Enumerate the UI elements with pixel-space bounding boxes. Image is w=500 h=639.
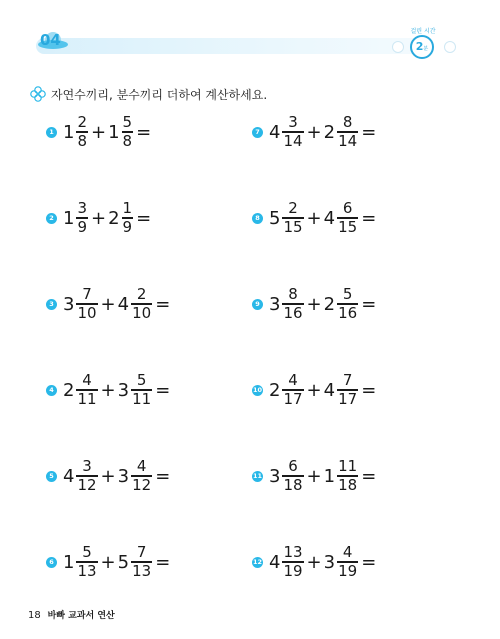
- timer-value: 2: [415, 40, 424, 53]
- denominator: 8: [122, 131, 133, 150]
- equals-sign: =: [155, 551, 171, 573]
- footer: [28, 608, 115, 621]
- denominator: 17: [283, 389, 303, 408]
- clover-icon: [30, 86, 46, 102]
- numerator: 6: [342, 199, 353, 218]
- numerator: 1: [122, 199, 133, 218]
- fraction: [282, 544, 303, 579]
- equals-sign: =: [361, 379, 377, 401]
- whole-number: 1: [108, 121, 120, 143]
- numerator: 4: [288, 371, 298, 390]
- denominator: 11: [77, 389, 97, 408]
- numerator: 5: [342, 285, 353, 304]
- denominator: 16: [338, 303, 358, 322]
- denominator: 10: [132, 303, 152, 322]
- problem-number-badge: 9: [252, 299, 263, 310]
- problem-number-badge: 5: [46, 471, 57, 482]
- equals-sign: =: [361, 551, 377, 573]
- numerator: 7: [342, 371, 353, 390]
- whole-number: 3: [269, 293, 281, 315]
- equals-sign: =: [155, 465, 171, 487]
- denominator: 12: [77, 475, 97, 494]
- equals-sign: =: [361, 293, 377, 315]
- problem-number-badge: 4: [46, 385, 57, 396]
- problem-9: [252, 284, 376, 324]
- plus-sign: +: [306, 465, 322, 487]
- whole-number: 4: [323, 379, 336, 401]
- problem-4: [46, 370, 170, 410]
- problem-number-badge: 10: [252, 386, 263, 394]
- fraction: [337, 114, 358, 149]
- whole-number: 4: [63, 465, 75, 487]
- denominator: 11: [132, 389, 152, 408]
- fraction: [337, 286, 358, 321]
- fraction: [76, 286, 97, 321]
- problem-number-badge: 12: [252, 558, 263, 566]
- whole-number: 2: [108, 207, 120, 229]
- denominator: 15: [338, 217, 358, 236]
- numerator: 2: [136, 285, 147, 304]
- whole-number: 4: [269, 551, 281, 573]
- fraction: [76, 372, 97, 407]
- numerator: 4: [342, 543, 353, 562]
- denominator: 9: [77, 217, 87, 236]
- numerator: 7: [82, 285, 92, 304]
- whole-number: 1: [323, 465, 336, 487]
- denominator: 9: [122, 217, 133, 236]
- numerator: 5: [136, 371, 147, 390]
- whole-number: 1: [63, 207, 75, 229]
- plus-sign: +: [100, 465, 116, 487]
- whole-number: 2: [323, 293, 336, 315]
- numerator: 4: [136, 457, 147, 476]
- plus-sign: +: [306, 551, 322, 573]
- whole-number: 1: [63, 551, 75, 573]
- whole-number: 3: [323, 551, 336, 573]
- numerator: 5: [122, 113, 133, 132]
- equals-sign: =: [136, 207, 152, 229]
- fraction: [337, 544, 358, 579]
- whole-number: 5: [269, 207, 281, 229]
- equals-sign: =: [155, 293, 171, 315]
- numerator: 11: [338, 457, 358, 476]
- problem-number-badge: 2: [46, 213, 57, 224]
- plus-sign: +: [100, 379, 116, 401]
- plus-sign: +: [91, 121, 107, 143]
- fraction: [131, 286, 152, 321]
- problem-number-badge: 6: [46, 557, 57, 568]
- whole-number: 4: [269, 121, 281, 143]
- fraction: [337, 200, 358, 235]
- problem-5: [46, 456, 170, 496]
- fraction: [131, 372, 152, 407]
- numerator: 6: [288, 457, 298, 476]
- whole-number: 3: [117, 465, 130, 487]
- numerator: 13: [283, 543, 303, 562]
- equals-sign: =: [361, 465, 377, 487]
- equals-sign: =: [361, 121, 377, 143]
- problem-6: [46, 542, 170, 582]
- lesson-number: 04: [40, 31, 61, 49]
- numerator: 3: [77, 199, 87, 218]
- whole-number: 2: [63, 379, 75, 401]
- denominator: 14: [338, 131, 358, 150]
- problem-number-badge: 8: [252, 213, 263, 224]
- fraction: [282, 114, 303, 149]
- book-title: 바빠 교과서 연산: [47, 611, 115, 621]
- numerator: 8: [342, 113, 353, 132]
- numerator: 4: [82, 371, 92, 390]
- fraction: [122, 114, 134, 149]
- instruction: [30, 86, 267, 102]
- instruction-text: 자연수끼리, 분수끼리 더하여 계산하세요.: [51, 87, 268, 102]
- plus-sign: +: [306, 293, 322, 315]
- fraction: [131, 458, 152, 493]
- problem-1: [46, 112, 151, 152]
- plus-sign: +: [306, 207, 322, 229]
- face-icon: [444, 41, 456, 53]
- problem-number-badge: 11: [252, 472, 263, 480]
- whole-number: 1: [63, 121, 75, 143]
- timer-value-circle: [410, 35, 434, 59]
- denominator: 18: [338, 475, 358, 494]
- numerator: 3: [82, 457, 92, 476]
- fraction: [131, 544, 152, 579]
- problem-10: [252, 370, 376, 410]
- numerator: 7: [136, 543, 147, 562]
- fraction: [76, 544, 97, 579]
- face-icon: [392, 41, 404, 53]
- numerator: 5: [82, 543, 92, 562]
- numerator: 8: [288, 285, 298, 304]
- denominator: 14: [283, 131, 303, 150]
- page-number: 18: [28, 610, 41, 621]
- problem-number-badge: 3: [46, 299, 57, 310]
- plus-sign: +: [100, 551, 116, 573]
- plus-sign: +: [306, 379, 322, 401]
- whole-number: 3: [63, 293, 75, 315]
- problem-12: [252, 542, 376, 582]
- fraction: [76, 114, 88, 149]
- equals-sign: =: [155, 379, 171, 401]
- fraction: [76, 458, 97, 493]
- denominator: 16: [283, 303, 303, 322]
- numerator: 3: [288, 113, 298, 132]
- problem-number-badge: 1: [46, 127, 57, 138]
- timer: [392, 26, 458, 62]
- problem-8: [252, 198, 376, 238]
- plus-sign: +: [91, 207, 107, 229]
- problem-2: [46, 198, 151, 238]
- denominator: 8: [77, 131, 87, 150]
- denominator: 13: [77, 561, 97, 580]
- timer-unit: 분: [423, 46, 429, 52]
- problem-3: [46, 284, 170, 324]
- fraction: [76, 200, 88, 235]
- whole-number: 2: [323, 121, 336, 143]
- denominator: 19: [338, 561, 358, 580]
- lesson-header-bar: [36, 38, 432, 54]
- whole-number: 4: [117, 293, 130, 315]
- fraction: [122, 200, 134, 235]
- plus-sign: +: [100, 293, 116, 315]
- fraction: [337, 372, 358, 407]
- denominator: 17: [338, 389, 358, 408]
- problem-number-badge: 7: [252, 127, 263, 138]
- whole-number: 5: [117, 551, 130, 573]
- whole-number: 2: [269, 379, 281, 401]
- fraction: [282, 200, 303, 235]
- whole-number: 3: [117, 379, 130, 401]
- problem-7: [252, 112, 376, 152]
- denominator: 19: [283, 561, 303, 580]
- equals-sign: =: [136, 121, 152, 143]
- fraction: [337, 458, 358, 493]
- denominator: 10: [77, 303, 97, 322]
- timer-label: 걸린 시간: [410, 28, 436, 35]
- denominator: 15: [283, 217, 303, 236]
- denominator: 13: [132, 561, 152, 580]
- numerator: 2: [288, 199, 298, 218]
- plus-sign: +: [306, 121, 322, 143]
- equals-sign: =: [361, 207, 377, 229]
- whole-number: 3: [269, 465, 281, 487]
- whole-number: 4: [323, 207, 336, 229]
- problem-11: [252, 456, 376, 496]
- fraction: [282, 458, 303, 493]
- denominator: 12: [132, 475, 152, 494]
- fraction: [282, 372, 303, 407]
- numerator: 2: [77, 113, 87, 132]
- fraction: [282, 286, 303, 321]
- denominator: 18: [283, 475, 303, 494]
